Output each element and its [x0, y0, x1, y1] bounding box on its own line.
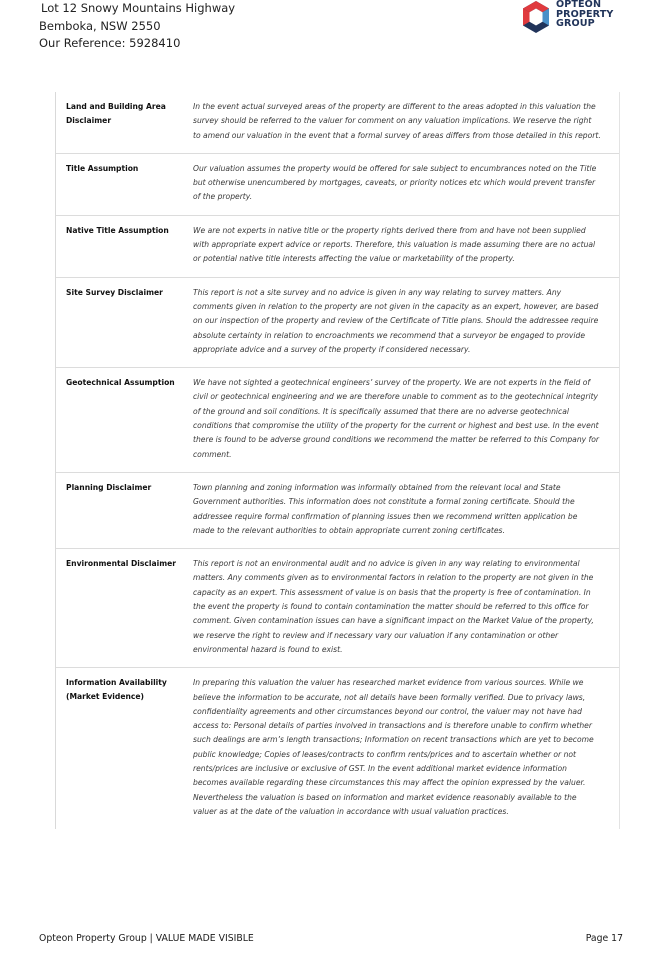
- disclaimer-row: [56, 278, 619, 368]
- row-text: We have not sighted a geotechnical engineers’ survey of the property. We are not experts in the field of civil or geotechnical engineering and we are therefore unable to comment as to the geotechnical integrity of the ground and soil conditions. It is specifically assumed that there are no adverse geotechnical conditions that compromise the utility of the property for the current or highest and best use. In the event there is found to be adverse ground conditions we recommend the matter be referred to this Company for comment.: [193, 378, 600, 459]
- logo-line-1: OPTEON: [556, 0, 602, 10]
- logo-line-2: PROPERTY: [556, 8, 614, 20]
- row-label: Land and Building Area Disclaimer: [66, 102, 166, 125]
- row-text: This report is not an environmental audit and no advice is given in any way relating to environmental matters. Any comments given as to environmental factors in relation to the property are not given in the capacity as an expert. This assessment of value is on basis that the property is free of contamination. In the event the property is found to contain contamination the matter should be referred to this office for comment. Given contamination issues can have a significant impact on the Market Value of the property, we reserve the right to review and if necessary vary our valuation if any contamination or other environmental hazard is found to exist.: [193, 559, 594, 654]
- disclaimer-row: [56, 549, 619, 668]
- logo-wordmark: [556, 0, 613, 29]
- opteon-logo: [520, 0, 630, 34]
- row-label: Site Survey Disclaimer: [66, 287, 163, 297]
- row-label: Information Availability (Market Evidence): [66, 678, 167, 702]
- logo-line-3: GROUP: [556, 18, 595, 29]
- row-text: Our valuation assumes the property would be offered for sale subject to encumbrances noted on the Title but otherwise unencumbered by mortgages, caveats, or priority notices etc which would prevent transfer of the property.: [193, 163, 597, 202]
- row-label: Environmental Disclaimer: [66, 559, 177, 569]
- disclaimer-table: [55, 92, 620, 829]
- row-text: In the event actual surveyed areas of the property are different to the areas adopted in this valuation the survey should be referred to the valuer for comment on any valuation implications. We reserve the right to amend our valuation in the event that a formal survey of areas differs from those detailed in this report.: [193, 102, 601, 140]
- disclaimer-row: [56, 92, 619, 154]
- footer-company: Opteon Property Group | VALUE MADE VISIBLE: [39, 933, 254, 944]
- disclaimer-row: [56, 473, 619, 549]
- disclaimer-row: [56, 368, 619, 473]
- row-text: This report is not a site survey and no advice is given in any way relating to survey matters. Any comments given in relation to the property are not given in the capacity as an expert, however, are based on our inspection of the property and review of the Certificate of Title plans. Should the addressee require absolute certainty in relation to encroachments we recommend that a surveyor be engaged to provide appropriate advice and a survey of the property if considered necessary.: [193, 287, 599, 354]
- address-line-1: Lot 12 Snowy Mountains Highway: [41, 1, 236, 15]
- disclaimer-row: [56, 154, 619, 216]
- row-text: Town planning and zoning information was informally obtained from the relevant local and State Government authorities. This information does not constitute a formal zoning certificate. Should the addressee require formal confirmation of planning issues then we recommend written application be made to the relevant authorities to obtain appropriate current zoning certificates.: [193, 482, 578, 535]
- disclaimer-row: [56, 668, 619, 829]
- reference-number: Our Reference: 5928410: [39, 36, 181, 50]
- row-label: Title Assumption: [66, 163, 139, 173]
- opteon-hexagon-icon: [520, 0, 552, 34]
- disclaimer-row: [56, 216, 619, 278]
- header-address: [39, 0, 235, 53]
- row-label: Planning Disclaimer: [66, 482, 152, 492]
- row-text: In preparing this valuation the valuer has researched market evidence from various sources. While we believe the information to be accurate, not all details have been formally verified. Due to privacy laws, confidentiality agreements and other circumstances beyond our control, the valuer may not have had access to: Personal details of parties involved in transactions and is therefore unable to confirm whether such dealings are arm’s length transactions; Information on recent transactions which are yet to become public knowledge; Copies of leases/contracts to confirm rents/prices and to ascertain whether or not rents/prices are inclusive or exclusive of GST. In the event additional market evidence information becomes available regarding these circumstances this may affect the opinion expressed by the valuer. Nevertheless the valuation is based on information and market evidence reasonably available to the valuer as at the date of the valuation in accordance with usual valuation practices.: [193, 678, 594, 816]
- footer-page-number: Page 17: [585, 933, 623, 944]
- row-label: Native Title Assumption: [66, 225, 169, 235]
- row-text: We are not experts in native title or the property rights derived there from and have not been supplied with appropriate expert advice or reports. Therefore, this valuation is made assuming there are no actual or potential native title interests affecting the value or marketability of the property.: [193, 225, 596, 264]
- address-line-2: Bemboka, NSW 2550: [39, 18, 161, 33]
- row-label: Geotechnical Assumption: [66, 378, 175, 388]
